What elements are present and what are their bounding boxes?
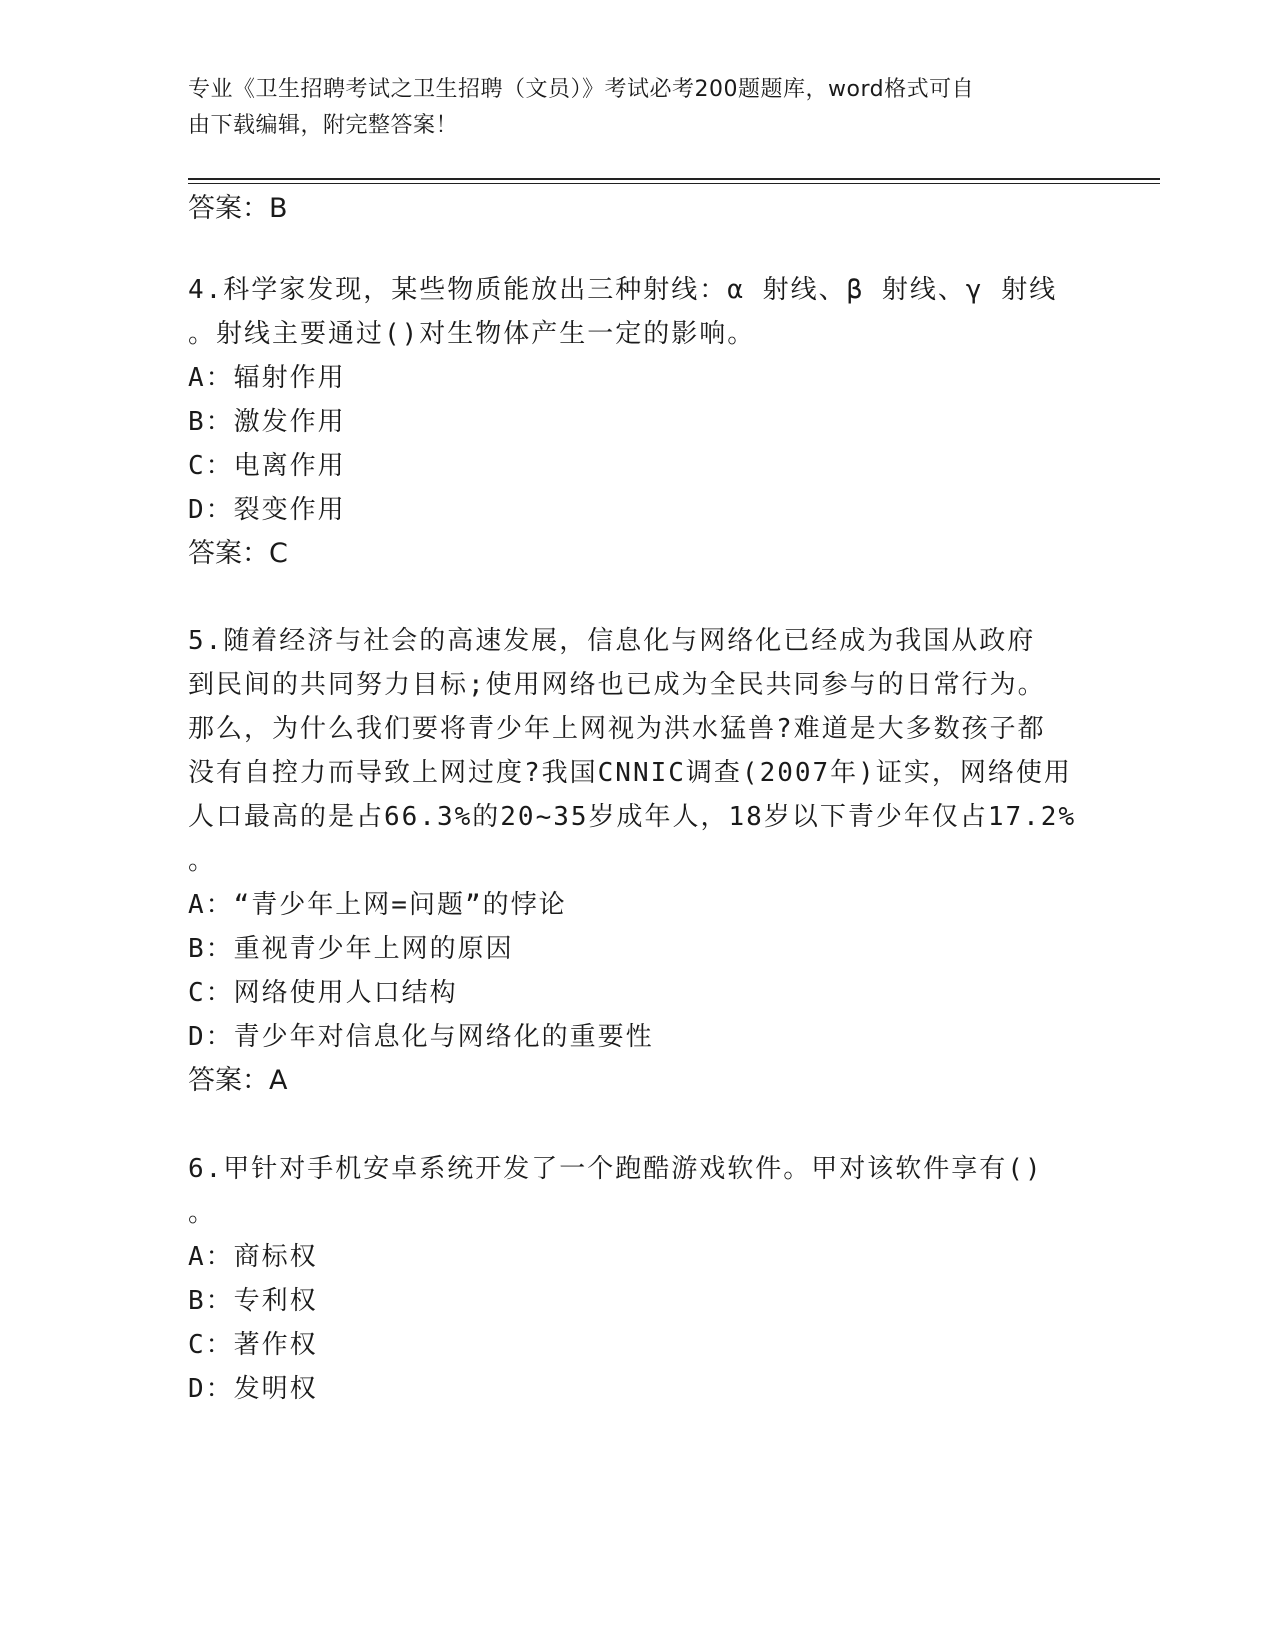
q5-option-b: B：重视青少年上网的原因 [188, 934, 514, 964]
q6-option-c: C：著作权 [188, 1330, 318, 1360]
answer-prev: 答案：B [188, 193, 288, 224]
q6-option-a: A：商标权 [188, 1242, 318, 1272]
header-line-1: 专业《卫生招聘考试之卫生招聘（文员）》考试必考200题题库，word格式可自 [188, 77, 975, 102]
q5-option-c: C：网络使用人口结构 [188, 978, 458, 1008]
q5-option-a: A：“青少年上网=问题”的悖论 [188, 890, 567, 920]
header-rule-thin [188, 183, 1160, 184]
q6-stem-line-2: 。 [188, 1198, 217, 1228]
header-rule-thick [188, 178, 1160, 180]
document-header [188, 72, 1088, 144]
q6-stem-line-1: 6.甲针对手机安卓系统开发了一个跑酷游戏软件。甲对该软件享有() [188, 1154, 1043, 1184]
q4-option-c: C：电离作用 [188, 451, 346, 481]
q5-answer: 答案：A [188, 1065, 288, 1096]
q5-option-d: D：青少年对信息化与网络化的重要性 [188, 1022, 654, 1052]
q4-stem-line-1: 4.科学家发现，某些物质能放出三种射线：α 射线、β 射线、γ 射线 [188, 275, 1058, 305]
q5-stem-line-1: 5.随着经济与社会的高速发展，信息化与网络化已经成为我国从政府 [188, 626, 1036, 656]
q6-option-b: B：专利权 [188, 1286, 318, 1316]
q6-option-d: D：发明权 [188, 1374, 318, 1404]
q4-option-b: B：激发作用 [188, 407, 346, 437]
q4-stem-line-2: 。射线主要通过()对生物体产生一定的影响。 [188, 319, 756, 349]
header-line-2: 由下载编辑，附完整答案！ [188, 113, 459, 138]
q4-option-d: D：裂变作用 [188, 495, 346, 525]
q5-stem-line-3: 那么，为什么我们要将青少年上网视为洪水猛兽?难道是大多数孩子都 [188, 714, 1046, 744]
q4-answer: 答案：C [188, 538, 288, 569]
q5-stem-line-4: 没有自控力而导致上网过度?我国CNNIC调查(2007年)证实，网络使用 [188, 758, 1072, 788]
q4-option-a: A：辐射作用 [188, 363, 346, 393]
q5-stem-line-2: 到民间的共同努力目标;使用网络也已成为全民共同参与的日常行为。 [188, 670, 1046, 700]
q5-stem-line-6: 。 [188, 846, 217, 876]
q5-stem-line-5: 人口最高的是占66.3%的20~35岁成年人，18岁以下青少年仅占17.2% [188, 802, 1077, 832]
